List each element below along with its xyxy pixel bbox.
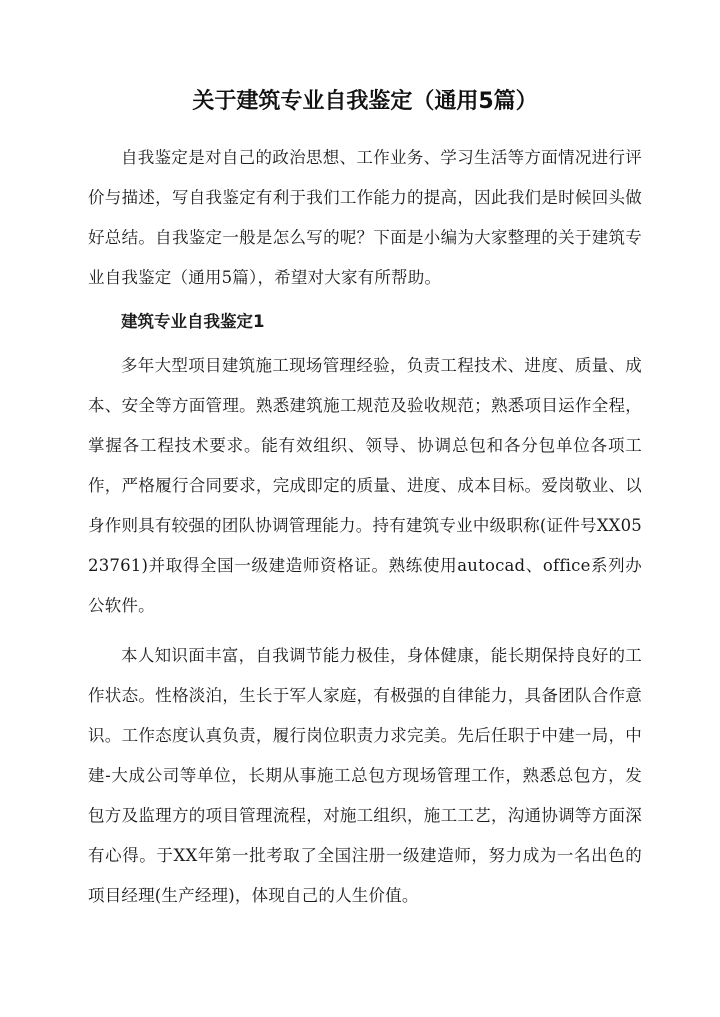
document-title: 关于建筑专业自我鉴定（通用5篇） [192,89,538,114]
paragraph-gap [88,626,642,636]
section-paragraph-1: 多年大型项目建筑施工现场管理经验，负责工程技术、进度、质量、成本、安全等方面管理。熟悉建筑施工规范及验收规范；熟悉项目运作全程，掌握各工程技术要求。能有效组织、领导、协调总包和各分包单位各项工作，严格履行合同要求，完成即定的质量、进度、成本目标。爱岗敬业、以身作则具有较强的团队协调管理能力。持有建筑专业中级职称(证件号XX0523761)并取得全国一级建造师资格证。熟练使用autocad、office系列办公软件。 [88,356,642,615]
intro-paragraph: 自我鉴定是对自己的政治思想、工作业务、学习生活等方面情况进行评价与描述，写自我鉴定有利于我们工作能力的提高，因此我们是时候回头做好总结。自我鉴定一般是怎么写的呢？下面是小编为大家整理的关于建筑专业自我鉴定（通用5篇），希望对大家有所帮助。 [88,148,642,287]
section-paragraph-2: 本人知识面丰富，自我调节能力极佳，身体健康，能长期保持良好的工作状态。性格淡泊，生长于军人家庭，有极强的自律能力，具备团队合作意识。工作态度认真负责，履行岗位职责力求完美。先后任职于中建一局，中建-大成公司等单位，长期从事施工总包方现场管理工作，熟悉总包方，发包方及监理方的项目管理流程，对施工组织，施工工艺，沟通协调等方面深有心得。于XX年第一批考取了全国注册一级建造师，努力成为一名出色的项目经理(生产经理)，体现自己的人生价值。 [88,646,642,905]
section-heading: 建筑专业自我鉴定1 [121,312,265,331]
